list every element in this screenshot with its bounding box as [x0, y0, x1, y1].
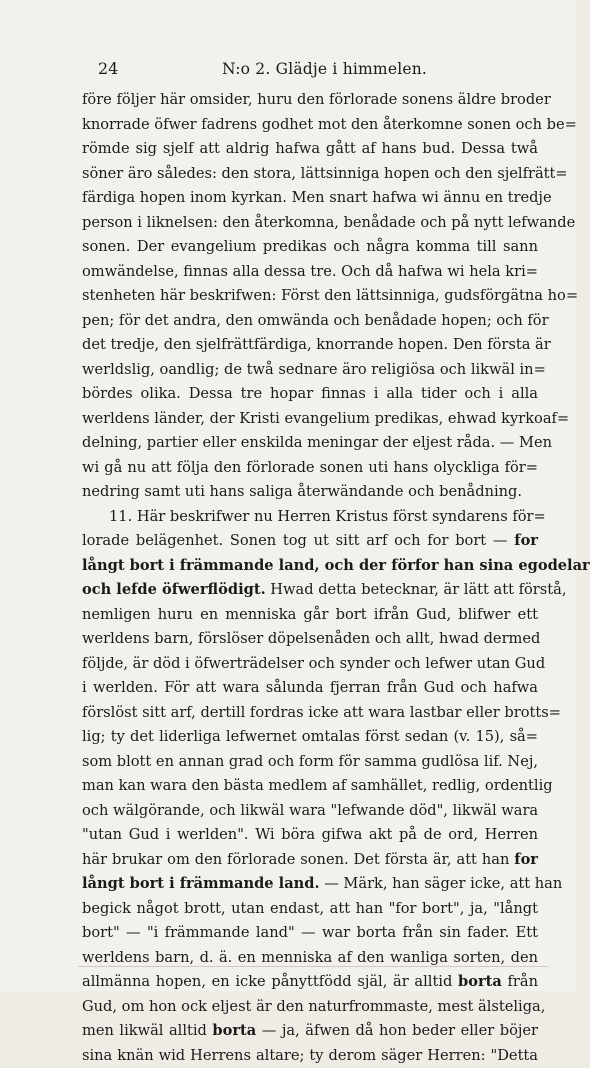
text-line: [82, 505, 538, 530]
emphasis-text: och lefde öfwerflödigt.: [82, 581, 266, 598]
text-segment: werldens barn, förslöser döpelsenåden och allt, hwad dermed: [82, 630, 540, 647]
text-line: [82, 407, 538, 432]
text-line: [82, 382, 538, 407]
text-segment: allmänna hopen, en icke pånyttfödd själ, är alltid: [82, 973, 458, 990]
emphasis-text: for: [514, 532, 538, 549]
text-segment: följde, är död i öfwerträdelser och synder och lefwer utan Gud: [82, 655, 545, 672]
text-line: [82, 137, 538, 162]
text-segment: söner äro således: den stora, lättsinniga hopen och den sjelfrätt=: [82, 165, 568, 182]
text-segment: före följer här omsider, huru den förlorade sonens äldre broder: [82, 91, 551, 108]
text-segment: och wälgörande, och likwäl wara "lefwande död", likwäl wara: [82, 802, 538, 819]
page-header: [72, 58, 512, 80]
text-line: [82, 358, 538, 383]
text-line: [82, 1044, 538, 1068]
text-segment: förslöst sitt arf, dertill fordras icke att wara lastbar eller brotts=: [82, 704, 561, 721]
text-line: [82, 872, 538, 897]
text-line: [82, 799, 538, 824]
running-head: N:o 2. Glädje i himmelen.: [222, 58, 427, 80]
text-line: [82, 260, 538, 285]
text-line: [82, 529, 538, 554]
text-segment: delning, partier eller enskilda meningar der eljest råda. — Men: [82, 434, 552, 451]
text-segment: Hwad detta betecknar, är lätt att förstå,: [266, 581, 567, 598]
text-segment: knorrade öfwer fadrens godhet mot den återkomne sonen och be=: [82, 116, 577, 133]
text-line: [82, 333, 538, 358]
text-segment: det tredje, den sjelfrättfärdiga, knorrande hopen. Den första är: [82, 336, 551, 353]
text-line: [82, 750, 538, 775]
text-line: [82, 823, 538, 848]
text-line: [82, 186, 538, 211]
text-segment: omwändelse, finnas alla dessa tre. Och då hafwa wi hela kri=: [82, 263, 538, 280]
text-segment: här brukar om den förlorade sonen. Det första är, att han: [82, 851, 514, 868]
text-line: [82, 235, 538, 260]
text-line: [82, 456, 538, 481]
text-line: [82, 113, 538, 138]
emphasis-text: for: [514, 851, 538, 868]
text-line: [82, 1019, 538, 1044]
text-segment: 11. Här beskrifwer nu Herren Kristus först syndarens för=: [109, 508, 546, 525]
text-segment: werldens länder, der Kristi evangelium predikas, ehwad kyrkoaf=: [82, 410, 569, 427]
text-line: [82, 701, 538, 726]
text-line: [82, 676, 538, 701]
text-line: [82, 284, 538, 309]
text-line: [82, 211, 538, 236]
text-segment: wi gå nu att följa den förlorade sonen uti hans olyckliga för=: [82, 459, 538, 476]
text-segment: lorade belägenhet. Sonen tog ut sitt arf och for bort —: [82, 532, 514, 549]
text-segment: sonen. Der evangelium predikas och några komma till sann: [82, 238, 538, 255]
text-line: [82, 652, 538, 677]
text-segment: från: [502, 973, 538, 990]
text-segment: — ja, äfwen då hon beder eller böjer: [256, 1022, 538, 1039]
page-bottom-edge: [78, 966, 548, 967]
emphasis-text: långt bort i främmande land.: [82, 875, 320, 892]
text-segment: pen; för det andra, den omwända och benådade hopen; och för: [82, 312, 549, 329]
text-segment: bort" — "i främmande land" — war borta från sin fader. Ett: [82, 924, 538, 941]
emphasis-text: borta: [212, 1022, 256, 1039]
text-segment: lig; ty det liderliga lefwernet omtalas först sedan (v. 15), så=: [82, 728, 538, 745]
text-line: [82, 309, 538, 334]
text-line: [82, 480, 538, 505]
text-segment: person i liknelsen: den återkomna, benådade och på nytt lefwande: [82, 214, 575, 231]
text-segment: Gud, om hon ock eljest är den naturfrommaste, mest älsteliga,: [82, 998, 545, 1015]
text-line: [82, 970, 538, 995]
text-segment: som blott en annan grad och form för samma gudlösa lif. Nej,: [82, 753, 538, 770]
text-line: [82, 578, 538, 603]
emphasis-text: långt bort i främmande land, och der förfor han sina egodelar: [82, 557, 590, 574]
body-text: [82, 88, 538, 1068]
text-line: [82, 921, 538, 946]
text-line: [82, 431, 538, 456]
text-segment: bördes olika. Dessa tre hopar finnas i alla tider och i alla: [82, 385, 538, 402]
text-segment: i werlden. För att wara sålunda fjerran från Gud och hafwa: [82, 679, 538, 696]
text-segment: nedring samt uti hans saliga återwändande och benådning.: [82, 483, 522, 500]
text-segment: werldslig, oandlig; de twå sednare äro religiösa och likwäl in=: [82, 361, 546, 378]
text-segment: men likwäl alltid: [82, 1022, 212, 1039]
emphasis-text: borta: [458, 973, 502, 990]
page-number: 24: [98, 58, 118, 80]
text-line: [82, 627, 538, 652]
text-segment: römde sig sjelf att aldrig hafwa gått af hans bud. Dessa twå: [82, 140, 538, 157]
text-segment: "utan Gud i werlden". Wi böra gifwa akt på de ord, Herren: [82, 826, 538, 843]
text-line: [82, 995, 538, 1020]
text-segment: sina knän wid Herrens altare; ty derom säger Herren: "Detta: [82, 1047, 538, 1064]
text-segment: stenheten här beskrifwen: Först den lättsinniga, gudsförgätna ho=: [82, 287, 578, 304]
text-segment: nemligen huru en menniska går bort ifrån Gud, blifwer ett: [82, 606, 538, 623]
text-segment: man kan wara den bästa medlem af samhället, redlig, ordentlig: [82, 777, 553, 794]
text-line: [82, 725, 538, 750]
text-segment: färdiga hopen inom kyrkan. Men snart hafwa wi ännu en tredje: [82, 189, 552, 206]
text-line: [82, 848, 538, 873]
text-segment: — Märk, han säger icke, att han: [320, 875, 563, 892]
text-line: [82, 603, 538, 628]
text-line: [82, 162, 538, 187]
text-segment: begick något brott, utan endast, att han "for bort", ja, "långt: [82, 900, 538, 917]
text-line: [82, 897, 538, 922]
text-segment: werldens barn, d. ä. en menniska af den wanliga sorten, den: [82, 949, 538, 966]
text-line: [82, 88, 538, 113]
text-line: [82, 774, 538, 799]
text-line: [82, 554, 538, 579]
